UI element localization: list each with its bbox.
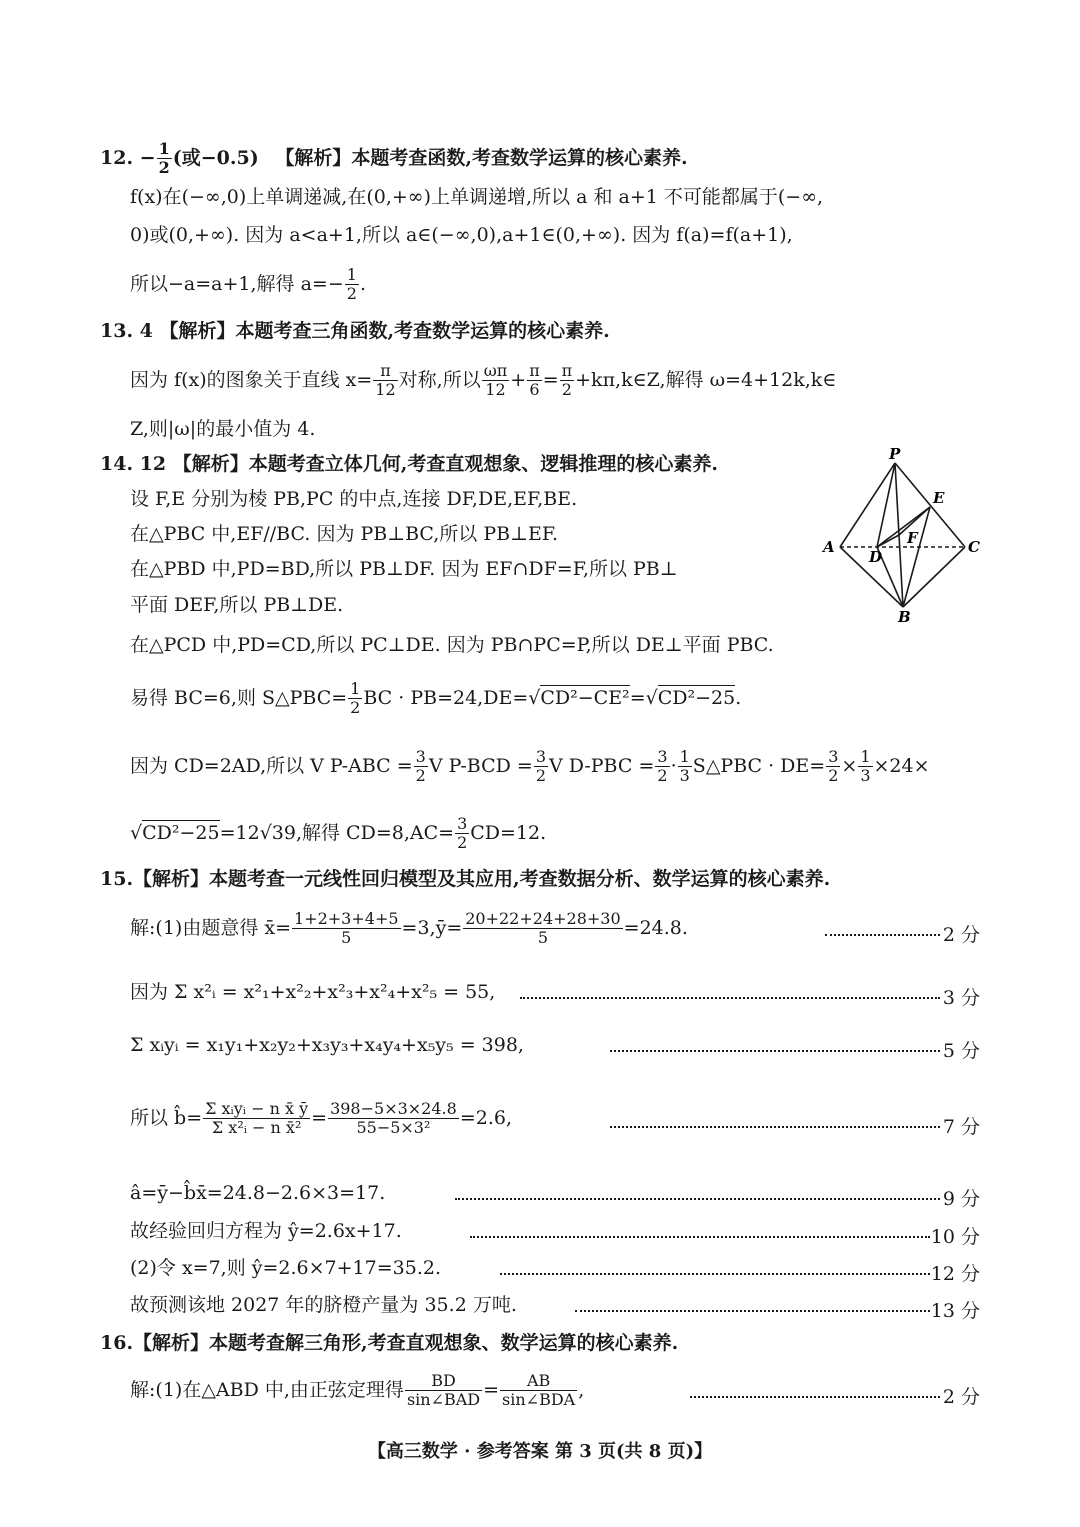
q12-answer-fraction (157, 140, 172, 178)
q15-step-4 (130, 1100, 512, 1138)
q14-line-2: 在△PBC 中,EF//BC. 因为 PB⊥BC,所以 PB⊥EF. (130, 523, 559, 545)
frac-den: 2 (561, 380, 572, 400)
q12-number: 12. − (100, 146, 156, 169)
edge-CB (903, 547, 965, 607)
frac-num: 3 (535, 747, 546, 766)
q15-s4-score (610, 1112, 980, 1136)
frac-den: 3 (860, 766, 871, 786)
frac-num: BD (405, 1372, 482, 1391)
q12-heading (100, 140, 688, 178)
q12-result-fraction (345, 266, 359, 304)
frac-den: 5 (341, 928, 352, 948)
q13-text-a: 因为 f(x)的图象关于直线 x= (130, 368, 373, 391)
frac-sine-ab (500, 1372, 577, 1410)
frac-num: 3 (828, 747, 839, 766)
frac-one-third (678, 748, 692, 786)
q15-step-6: 故经验回归方程为 ŷ=2.6x+17. (130, 1220, 402, 1242)
frac-num: 3 (457, 814, 468, 833)
q15-s2-score (520, 983, 980, 1007)
q15-step-7: (2)令 x=7,则 ŷ=2.6×7+17=35.2. (130, 1257, 441, 1279)
frac-den: 2 (657, 766, 668, 786)
q14-l6-c: =√ (629, 686, 658, 709)
frac-num: π (529, 361, 540, 380)
q12-line-3-text: 所以−a=a+1,解得 a=− (130, 272, 344, 295)
q15-step-1 (130, 910, 688, 948)
frac-den: 2 (346, 284, 357, 304)
frac-three-half (655, 748, 669, 786)
q15-s3-score (610, 1036, 980, 1060)
q15-s6-score (470, 1222, 980, 1246)
q15-s8-score (575, 1296, 980, 1320)
score-label: 3 分 (942, 987, 980, 1009)
score-label: 10 分 (930, 1226, 980, 1248)
q15-step-3: Σ xᵢyᵢ = x₁y₁+x₂y₂+x₃y₃+x₄y₄+x₅y₅ = 398, (130, 1034, 524, 1056)
radicand-2: CD²−25 (657, 686, 736, 709)
frac-den: Σ x²ᵢ − n x̄² (211, 1118, 302, 1138)
q15-step-2: 因为 Σ x²ᵢ = x²₁+x²₂+x²₃+x²₄+x²₅ = 55, (130, 981, 496, 1003)
q12-line-2: 0)或(0,+∞). 因为 a<a+1,所以 a∈(−∞,0),a+1∈(0,+∞). 因为 f(a)=f(a+1), (130, 224, 793, 246)
q16-s1-c: , (578, 1378, 585, 1401)
frac-one-third (858, 748, 872, 786)
q14-l7-a: 因为 CD=2AD,所以 V P-ABC = (130, 754, 413, 777)
frac-num: π (561, 361, 573, 380)
q16-s1-b: = (483, 1378, 500, 1401)
frac-num: 3 (657, 747, 668, 766)
score-label: 9 分 (942, 1188, 980, 1210)
score-label: 2 分 (942, 1386, 980, 1408)
frac-num: 398−5×3×24.8 (330, 1099, 457, 1118)
q12-answer-alt: (或−0.5) (172, 146, 259, 169)
frac-den: 6 (529, 380, 540, 400)
frac-three-half (455, 815, 469, 853)
label-E: E (933, 489, 945, 507)
frac-den: sin∠BAD (406, 1390, 481, 1410)
label-B: B (898, 608, 911, 625)
frac-den: 2 (535, 766, 546, 786)
frac-num: 1 (679, 747, 690, 766)
q16-s1-score (690, 1382, 980, 1406)
frac-num: π (373, 362, 397, 381)
frac-ybar (463, 910, 622, 948)
q16-step-1 (130, 1372, 584, 1410)
score-label: 2 分 (942, 924, 980, 946)
q13-text-b: 对称,所以 (398, 368, 481, 391)
radicand-2: CD²−25 (142, 821, 220, 844)
q14-heading: 14. 12 【解析】本题考查立体几何,考查直观想象、逻辑推理的核心素养. (100, 453, 718, 475)
frac-den: 12 (485, 380, 506, 400)
label-F: F (907, 529, 918, 547)
q14-l8-a: √ (130, 821, 143, 844)
q14-l7-b: V P-BCD = (428, 754, 533, 777)
q14-line-4: 平面 DEF,所以 PB⊥DE. (130, 594, 344, 616)
q12-line-1: f(x)在(−∞,0)上单调递减,在(0,+∞)上单调递增,所以 a 和 a+1 不可能都属于(−∞, (130, 186, 824, 208)
frac-den: 2 (158, 158, 170, 178)
frac-num: 1+2+3+4+5 (294, 909, 399, 928)
pyramid-figure (815, 445, 985, 625)
label-A: A (823, 538, 835, 556)
frac-num: 1 (158, 139, 170, 158)
q14-frac-half (348, 680, 362, 718)
frac-bhat-value (328, 1100, 459, 1138)
score-label: 7 分 (942, 1116, 980, 1138)
label-P: P (889, 445, 901, 463)
frac-den: 2 (457, 833, 468, 853)
q15-s7-score (500, 1259, 980, 1283)
frac-den: 5 (537, 928, 549, 948)
q12-line-3: 所以−a=a+1,解得 a=− $\frac{1}{2}$ . (130, 265, 366, 304)
page-footer: 【高三数学 · 参考答案 第 3 页(共 8 页)】 (367, 1441, 713, 1462)
frac-den: 3 (679, 766, 690, 786)
q16-s1-a: 解:(1)在△ABD 中,由正弦定理得 (130, 1378, 404, 1401)
q13-text-d: +kπ,k∈Z,解得 ω=4+12k,k∈ (575, 368, 837, 391)
frac-num: 1 (346, 265, 357, 284)
edge-PC (895, 463, 965, 547)
q16-heading: 16.【解析】本题考查解三角形,考查直观想象、数学运算的核心素养. (100, 1332, 679, 1354)
q13-line-1: 因为 f(x)的图象关于直线 x= $\frac{\pi}{12}$ 对称,所以 $\frac{\omega\pi}{12}$ + $\frac{\pi}{6}$ = $\frac{\pi}{2}$ +kπ,k∈Z,解得 ω=4+12k,k∈ (130, 361, 837, 400)
q15-s4-c: =2.6, (459, 1106, 512, 1129)
q12-analysis-tag: 【解析】本题考查函数,考查数学运算的核心素养. (275, 146, 688, 169)
frac-den: 2 (828, 766, 839, 786)
frac-num: ωπ (483, 361, 508, 380)
q14-line-5: 在△PCD 中,PD=CD,所以 PC⊥DE. 因为 PB∩PC=P,所以 DE⊥平面 PBC. (130, 634, 774, 656)
q14-l7-c: V D-PBC = (549, 754, 655, 777)
frac-den: sin∠BDA (502, 1390, 576, 1410)
label-D: D (869, 548, 883, 566)
q13-text-c: = (542, 368, 559, 391)
edge-DF (877, 535, 899, 547)
frac-three-half (826, 748, 840, 786)
q15-s1-c: =24.8. (623, 916, 688, 939)
q15-s5-score (455, 1184, 980, 1208)
frac-num: 3 (415, 747, 426, 766)
q13-line-2: Z,则|ω|的最小值为 4. (130, 418, 316, 440)
q13-frac-pi2 (560, 362, 575, 400)
q15-s4-b: = (311, 1106, 328, 1129)
frac-den: 2 (350, 698, 361, 718)
q14-l8-b: =12√39,解得 CD=8,AC= (219, 821, 455, 844)
q15-s4-a: 所以 b̂= (130, 1106, 203, 1129)
frac-num: 1 (860, 747, 871, 766)
frac-three-half (534, 748, 548, 786)
q14-l7-e: S△PBC · DE= (692, 754, 826, 777)
frac-bhat-formula (203, 1100, 310, 1138)
frac-num: Σ xᵢyᵢ − n x̄ ȳ (205, 1099, 309, 1118)
frac-num: AB (500, 1372, 577, 1391)
score-label: 13 分 (930, 1300, 980, 1322)
radicand-1: CD²−CE² (540, 686, 630, 709)
q14-line-1: 设 F,E 分别为棱 PB,PC 的中点,连接 DF,DE,EF,BE. (130, 488, 578, 510)
q13-frac-pi6 (527, 362, 542, 400)
frac-den: 12 (375, 380, 396, 400)
q15-s1-b: =3,ȳ= (401, 916, 463, 939)
q13-frac-wpi12 (482, 362, 510, 400)
q13-frac-pi12 (373, 362, 397, 400)
q14-line-7 (130, 748, 930, 786)
frac-sine-bd (405, 1372, 482, 1410)
score-label: 12 分 (930, 1263, 980, 1285)
q15-heading: 15.【解析】本题考查一元线性回归模型及其应用,考查数据分析、数学运算的核心素养. (100, 868, 831, 890)
frac-three-half (414, 748, 428, 786)
frac-num: 20+22+24+28+30 (465, 909, 621, 928)
score-label: 5 分 (942, 1040, 980, 1062)
q15-s1-a: 解:(1)由题意得 x̄= (130, 916, 291, 939)
q14-l6-d: . (735, 686, 742, 709)
frac-den: 55−5×3² (356, 1118, 431, 1138)
q15-step-8: 故预测该地 2027 年的脐橙产量为 35.2 万吨. (130, 1294, 517, 1316)
frac-xbar (292, 910, 401, 948)
edge-BE (903, 507, 930, 607)
q15-step-5: â=ȳ−b̂x̄=24.8−2.6×3=17. (130, 1182, 386, 1204)
q15-s1-score (825, 920, 980, 944)
q14-line-6 (130, 680, 741, 718)
q14-l6-a: 易得 BC=6,则 S△PBC= (130, 686, 348, 709)
q14-l7-g: ×24× (873, 754, 930, 777)
frac-num: 1 (350, 679, 361, 698)
q14-l6-b: BC · PB=24,DE=√ (363, 686, 541, 709)
q13-heading: 13. 4 【解析】本题考查三角函数,考查数学运算的核心素养. (100, 320, 610, 342)
frac-den: 2 (415, 766, 426, 786)
q14-l7-d: · (670, 754, 677, 777)
label-C: C (968, 538, 980, 556)
q14-line-8 (130, 815, 546, 853)
q14-l7-f: × (841, 754, 858, 777)
q14-l8-c: CD=12. (470, 821, 547, 844)
q14-line-3: 在△PBD 中,PD=BD,所以 PB⊥DF. 因为 EF∩DF=F,所以 PB⊥ (130, 558, 678, 580)
